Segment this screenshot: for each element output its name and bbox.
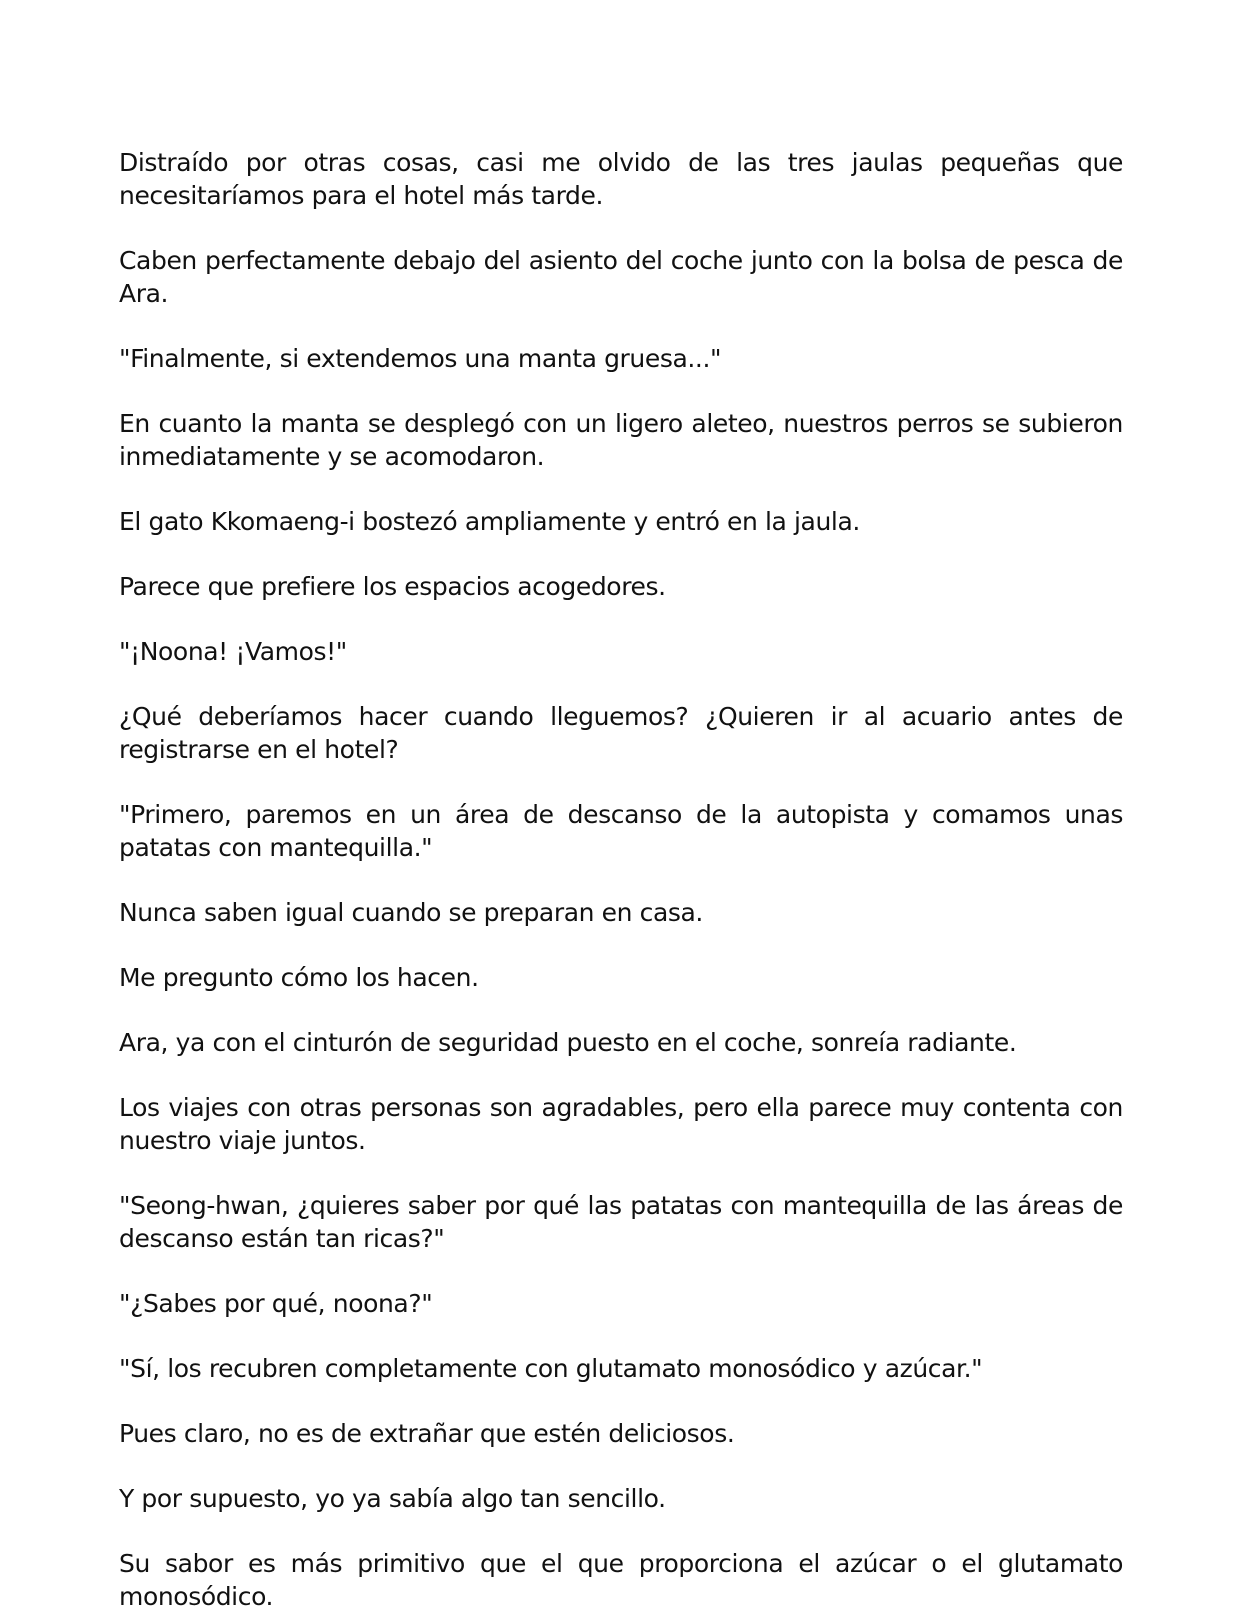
paragraph-3: "Finalmente, si extendemos una manta gruesa..." [119,344,722,373]
paragraph-1: Distraído por otras cosas, casi me olvido de las tres jaulas pequeñas que necesitaríamos para el hotel más tarde. [119,148,1123,210]
paragraph-11: Me pregunto cómo los hacen. [119,963,479,992]
paragraph-4: En cuanto la manta se desplegó con un ligero aleteo, nuestros perros se subieron inmediatamente y se acomodaron. [119,409,1123,471]
paragraph-9: "Primero, paremos en un área de descanso de la autopista y comamos unas patatas con mantequilla." [119,800,1123,862]
document-body [119,146,1123,1620]
paragraph-16: "Sí, los recubren completamente con glutamato monosódico y azúcar." [119,1354,983,1383]
paragraph-19: Su sabor es más primitivo que el que proporciona el azúcar o el glutamato monosódico. [119,1549,1123,1611]
paragraph-5: El gato Kkomaeng-i bostezó ampliamente y entró en la jaula. [119,507,860,536]
paragraph-12: Ara, ya con el cinturón de seguridad puesto en el coche, sonreía radiante. [119,1028,1017,1057]
paragraph-2: Caben perfectamente debajo del asiento del coche junto con la bolsa de pesca de Ara. [119,246,1123,308]
paragraph-8: ¿Qué deberíamos hacer cuando lleguemos? ¿Quieren ir al acuario antes de registrarse en el hotel? [119,702,1123,764]
paragraph-10: Nunca saben igual cuando se preparan en casa. [119,898,703,927]
paragraph-6: Parece que prefiere los espacios acogedores. [119,572,666,601]
paragraph-7: "¡Noona! ¡Vamos!" [119,637,347,666]
paragraph-17: Pues claro, no es de extrañar que estén deliciosos. [119,1419,735,1448]
paragraph-18: Y por supuesto, yo ya sabía algo tan sencillo. [119,1484,666,1513]
paragraph-13: Los viajes con otras personas son agradables, pero ella parece muy contenta con nuestro viaje juntos. [119,1093,1123,1155]
paragraph-15: "¿Sabes por qué, noona?" [119,1289,433,1318]
paragraph-14: "Seong-hwan, ¿quieres saber por qué las patatas con mantequilla de las áreas de descanso están tan ricas?" [119,1191,1123,1253]
